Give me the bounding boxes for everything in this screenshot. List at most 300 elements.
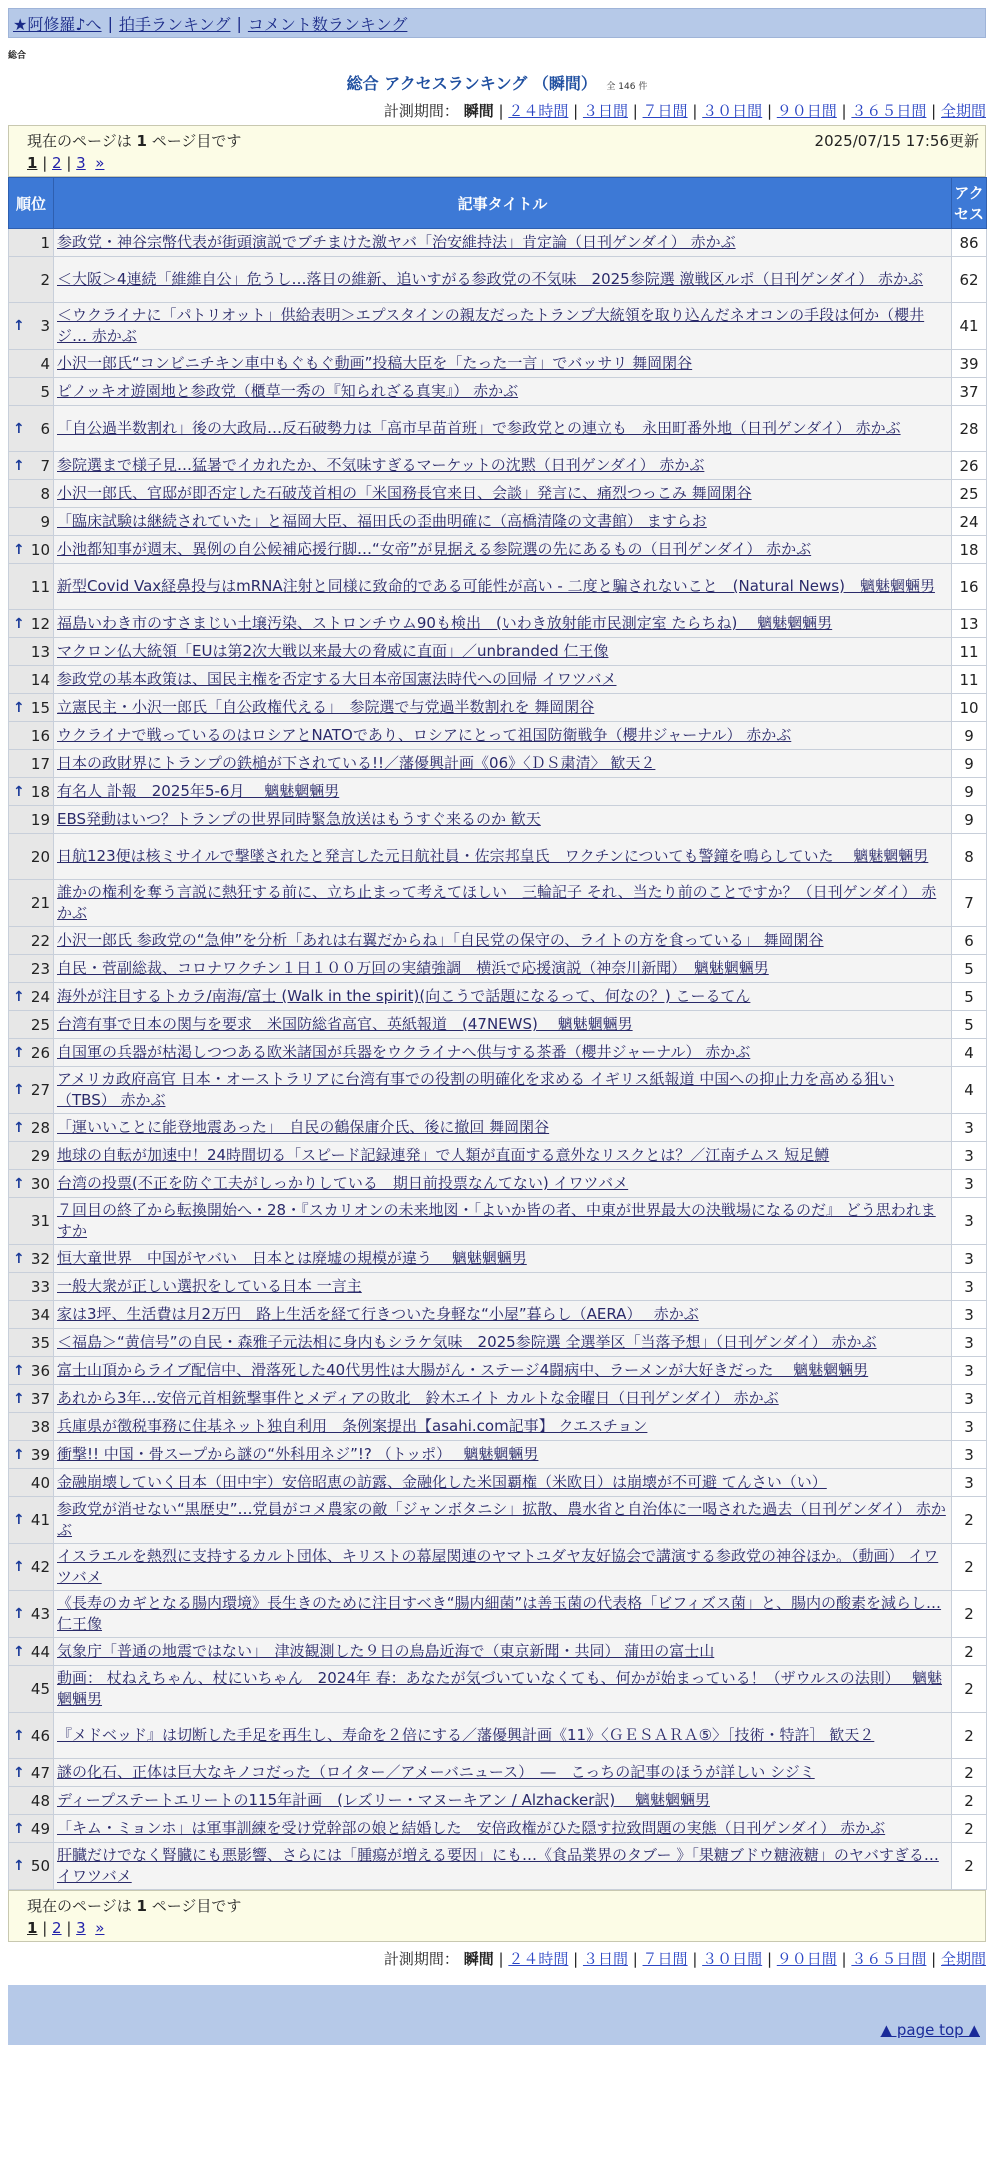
rank-cell bbox=[9, 1469, 54, 1497]
page-2-link[interactable]: 2 bbox=[52, 154, 62, 172]
access-count: 2 bbox=[952, 1713, 987, 1759]
access-count: 3 bbox=[952, 1357, 987, 1385]
title-cell bbox=[54, 1170, 952, 1198]
table-row bbox=[9, 1413, 987, 1441]
table-row bbox=[9, 1441, 987, 1469]
rank-number: 11 bbox=[30, 577, 50, 596]
article-title-link[interactable]: 金融崩壊していく日本（田中宇）安倍昭恵の訪露、金融化した米国覇権（米欧日）は崩壊が不可避 てんさい（い） bbox=[57, 1473, 827, 1491]
table-row bbox=[9, 1142, 987, 1170]
article-title-link[interactable]: 海外が注目するトカラ/南海/富士 (Walk in the spirit)(向こうで話題になるって、何なの？) こーるてん bbox=[57, 987, 751, 1005]
article-title-link[interactable]: ディープステートエリートの115年計画 (レズリー・マヌーキアン / Alzhacker訳) 魑魅魍魎男 bbox=[57, 1791, 710, 1809]
article-title-link[interactable]: 肝臓だけでなく腎臓にも悪影響、さらには「腫瘍が増える要因」にも…《食品業界のタブー 》「果糖ブドウ糖液糖」のヤバすぎる… イワツバメ bbox=[57, 1846, 939, 1885]
table-row bbox=[9, 1815, 987, 1843]
access-count: 5 bbox=[952, 955, 987, 983]
access-count: 3 bbox=[952, 1329, 987, 1357]
title-cell bbox=[54, 1301, 952, 1329]
article-title-link[interactable]: 「自公過半数割れ」後の大政局…反石破勢力は「高市早苗首班」で参政党との連立も 永田町番外地（日刊ゲンダイ） 赤かぶ bbox=[57, 419, 901, 437]
rank-number: 14 bbox=[30, 670, 50, 689]
access-count: 9 bbox=[952, 750, 987, 778]
article-title-link[interactable]: 地球の自転が加速中！24時間切る「スピード記録連発」で人類が直面する意外なリスクとは？／江南チムス 短足鱒 bbox=[57, 1146, 830, 1164]
table-row bbox=[9, 350, 987, 378]
table-row bbox=[9, 1114, 987, 1142]
article-title-link[interactable]: 福島いわき市のすさまじい土壌汚染、ストロンチウム90も検出 (いわき放射能市民測定室 たらちね) 魑魅魍魎男 bbox=[57, 614, 833, 632]
title-cell bbox=[54, 750, 952, 778]
rank-cell bbox=[9, 1497, 54, 1544]
ranking-table bbox=[8, 177, 987, 1890]
article-title-link[interactable]: 謎の化石、正体は巨大なキノコだった（ロイター／アメーバニュース） ― こっちの記事のほうが詳しい シジミ bbox=[57, 1763, 815, 1781]
page-info: 現在のページは 1 ページ目です bbox=[27, 132, 242, 150]
table-row bbox=[9, 452, 987, 480]
article-title-link[interactable]: 一般大衆が正しい選択をしている日本 一言主 bbox=[57, 1277, 362, 1295]
title-cell bbox=[54, 983, 952, 1011]
title-cell bbox=[54, 229, 952, 257]
rank-cell bbox=[9, 1385, 54, 1413]
page-2-link[interactable]: 2 bbox=[52, 1919, 62, 1937]
table-row bbox=[9, 1385, 987, 1413]
title-cell bbox=[54, 1385, 952, 1413]
article-title-link[interactable]: 自民・菅副総裁、コロナワクチン１日１００万回の実績強調 横浜で応援演説（神奈川新聞） 魑魅魍魎男 bbox=[57, 959, 769, 977]
title-cell bbox=[54, 610, 952, 638]
rank-cell bbox=[9, 508, 54, 536]
rank-up-arrow-icon: ↑ bbox=[13, 1727, 25, 1744]
rank-number: 4 bbox=[40, 354, 50, 373]
rank-number: 45 bbox=[30, 1680, 50, 1698]
article-title-link[interactable]: 立憲民主・小沢一郎氏「自公政権代える」 参院選で与党過半数割れを 舞岡閑谷 bbox=[57, 698, 595, 716]
article-title-link[interactable]: 参院選まで様子見…猛暑でイカれたか、不気味すぎるマーケットの沈黙（日刊ゲンダイ） 赤かぶ bbox=[57, 456, 705, 474]
article-title-link[interactable]: ＜大阪＞4連続「維維自公」危うし…落日の維新、追いすがる参政党の不気味 2025参院選 激戦区ルポ（日刊ゲンダイ） 赤かぶ bbox=[57, 270, 924, 288]
article-title-link[interactable]: 『メドベッド』は切断した手足を再生し、寿命を２倍にする／藩優興計画《11》〈ＧＥＳＡＲＡ⑤〉［技術・特許］ 歓天２ bbox=[57, 1726, 875, 1744]
pagetop-bar bbox=[8, 2015, 986, 2045]
title-cell bbox=[54, 927, 952, 955]
table-row bbox=[9, 610, 987, 638]
rank-cell bbox=[9, 1441, 54, 1469]
access-count: 2 bbox=[952, 1843, 987, 1890]
title-cell bbox=[54, 1497, 952, 1544]
article-title-link[interactable]: 台湾の投票(不正を防ぐ工夫がしっかりしている 期日前投票なんてない) イワツバメ bbox=[57, 1174, 629, 1192]
table-row bbox=[9, 508, 987, 536]
article-title-link[interactable]: 新型Covid Vax経鼻投与はmRNA注射と同様に致命的である可能性が高い - 二度と騙されないこと (Natural News) 魑魅魍魎男 bbox=[57, 577, 935, 595]
period-90d-link[interactable]: ９０日間 bbox=[776, 102, 837, 120]
access-count: 10 bbox=[952, 694, 987, 722]
period-current: 瞬間 bbox=[463, 102, 494, 120]
access-count: 39 bbox=[952, 350, 987, 378]
rank-cell bbox=[9, 806, 54, 834]
rank-header: 順位 bbox=[9, 178, 54, 229]
article-title-link[interactable]: 小沢一郎氏“コンビニチキン車中もぐもぐ動画”投稿大臣を「たった一言」でバッサリ 舞岡閑谷 bbox=[57, 354, 693, 372]
table-row bbox=[9, 1666, 987, 1713]
home-link[interactable]: ★阿修羅♪へ bbox=[13, 14, 102, 34]
rank-cell bbox=[9, 1591, 54, 1638]
article-title-link[interactable]: イスラエルを熱烈に支持するカルト団体、キリストの幕屋関連のヤマトユダヤ友好協会で講演する参政党の神谷ほか。（動画） イワツバメ bbox=[57, 1547, 939, 1586]
access-count: 3 bbox=[952, 1301, 987, 1329]
title-cell bbox=[54, 1039, 952, 1067]
table-row bbox=[9, 257, 987, 303]
rank-cell bbox=[9, 1815, 54, 1843]
table-row bbox=[9, 1011, 987, 1039]
article-title-link[interactable]: 参政党が消せない“黒歴史”…党員がコメ農家の敵「ジャンボタニシ」拡散、農水省と自治体に一喝された過去（日刊ゲンダイ） 赤かぶ bbox=[57, 1500, 946, 1539]
rank-up-arrow-icon: ↑ bbox=[13, 699, 25, 716]
rank-up-arrow-icon: ↑ bbox=[13, 1390, 25, 1407]
title-cell bbox=[54, 1245, 952, 1273]
article-title-link[interactable]: 日航123便は核ミサイルで撃墜されたと発言した元日航社員・佐宗邦皇氏 ワクチンについても警鐘を鳴らしていた 魑魅魍魎男 bbox=[57, 847, 929, 865]
rank-number: 21 bbox=[30, 894, 50, 912]
table-row bbox=[9, 666, 987, 694]
next-page-link[interactable]: » bbox=[95, 1919, 105, 1937]
table-row bbox=[9, 834, 987, 880]
article-title-link[interactable]: 小沢一郎氏 参政党の“急伸”を分析「あれは右翼だからね」「自民党の保守の、ライトの方を食っている」 舞岡閑谷 bbox=[57, 931, 824, 949]
period-label: 計測期間： bbox=[383, 102, 459, 120]
article-title-link[interactable]: 兵庫県が徴税事務に住基ネット独自利用 条例案提出【asahi.com記事】 クエスチョン bbox=[57, 1417, 648, 1435]
rank-number: 28 bbox=[30, 1118, 50, 1137]
updated-time: 2025/07/15 17:56更新 bbox=[814, 132, 979, 150]
page-links: 1 | 2 | 3 » bbox=[27, 154, 105, 172]
rank-up-arrow-icon: ↑ bbox=[13, 615, 25, 632]
access-count: 3 bbox=[952, 1142, 987, 1170]
rank-number: 19 bbox=[30, 810, 50, 829]
period-3d-link[interactable]: ３日間 bbox=[582, 1950, 628, 1968]
article-title-link[interactable]: あれから3年…安倍元首相銃撃事件とメディアの敗北 鈴木エイト カルトな金曜日（日刊ゲンダイ） 赤かぶ bbox=[57, 1389, 779, 1407]
access-count: 2 bbox=[952, 1497, 987, 1544]
title-cell bbox=[54, 378, 952, 406]
title-cell bbox=[54, 536, 952, 564]
access-count: 5 bbox=[952, 1011, 987, 1039]
article-title-link[interactable]: 有名人 訃報 2025年5-6月 魑魅魍魎男 bbox=[57, 782, 340, 800]
rank-cell bbox=[9, 452, 54, 480]
period-365d-link[interactable]: ３６５日間 bbox=[851, 102, 927, 120]
rank-up-arrow-icon: ↑ bbox=[13, 1559, 25, 1575]
access-count: 2 bbox=[952, 1666, 987, 1713]
rank-cell bbox=[9, 1638, 54, 1666]
title-cell bbox=[54, 1713, 952, 1759]
rank-up-arrow-icon: ↑ bbox=[13, 541, 25, 558]
rank-cell bbox=[9, 955, 54, 983]
table-row bbox=[9, 955, 987, 983]
title-cell bbox=[54, 350, 952, 378]
article-title-link[interactable]: 家は3坪、生活費は月2万円 路上生活を経て行きついた身軽な“小屋”暮らし（AERA） 赤かぶ bbox=[57, 1305, 699, 1323]
table-row bbox=[9, 1067, 987, 1114]
rank-number: 36 bbox=[30, 1361, 50, 1380]
rank-cell bbox=[9, 564, 54, 610]
access-count: 62 bbox=[952, 257, 987, 303]
title-cell bbox=[54, 508, 952, 536]
rank-number: 9 bbox=[40, 512, 50, 531]
rank-cell bbox=[9, 834, 54, 880]
period-selector: 計測期間： 瞬間 | ２４時間 | ３日間 | ７日間 | ３０日間 | ９０日間 | ３６５日間 | 全期間 bbox=[383, 102, 986, 120]
rank-number: 24 bbox=[30, 987, 50, 1006]
table-row bbox=[9, 536, 987, 564]
access-count: 28 bbox=[952, 406, 987, 452]
clap-ranking-link[interactable]: 拍手ランキング bbox=[118, 14, 231, 34]
rank-number: 44 bbox=[30, 1642, 50, 1661]
access-count: 16 bbox=[952, 564, 987, 610]
article-title-link[interactable]: 日本の政財界にトランプの鉄槌が下されている!!／藩優興計画《06》〈ＤＳ粛清〉 歓天２ bbox=[57, 754, 656, 772]
rank-cell bbox=[9, 1329, 54, 1357]
table-row bbox=[9, 722, 987, 750]
rank-number: 3 bbox=[40, 317, 50, 335]
comment-ranking-link[interactable]: コメント数ランキング bbox=[247, 14, 408, 34]
title-cell bbox=[54, 1273, 952, 1301]
article-title-link[interactable]: 気象庁「普通の地震ではない」 津波観測した９日の鳥島近海で（東京新聞・共同） 蒲田の富士山 bbox=[57, 1642, 715, 1660]
access-count: 18 bbox=[952, 536, 987, 564]
article-title-link[interactable]: マクロン仏大統領「EUは第2次大戦以来最大の脅威に直面」／unbranded 仁王像 bbox=[57, 642, 609, 660]
rank-number: 8 bbox=[40, 484, 50, 503]
table-row bbox=[9, 1591, 987, 1638]
page-3-link[interactable]: 3 bbox=[76, 1919, 86, 1937]
title-cell bbox=[54, 564, 952, 610]
table-row bbox=[9, 1357, 987, 1385]
article-title-link[interactable]: 「臨床試験は継続されていた」と福岡大臣、福田氏の歪曲明確に（高橋清隆の文書館） ますらお bbox=[57, 512, 707, 530]
article-title-link[interactable]: ＜福島＞“黄信号”の自民・森雅子元法相に身内もシラケ気味 2025参院選 全選挙区「当落予想」（日刊ゲンダイ） 赤かぶ bbox=[57, 1333, 877, 1351]
title-cell bbox=[54, 1815, 952, 1843]
title-cell bbox=[54, 303, 952, 350]
page-3-link[interactable]: 3 bbox=[76, 154, 86, 172]
rank-cell bbox=[9, 1039, 54, 1067]
rank-up-arrow-icon: ↑ bbox=[13, 318, 25, 334]
table-row bbox=[9, 1759, 987, 1787]
title-cell bbox=[54, 1759, 952, 1787]
article-title-link[interactable]: ＜ウクライナに「パトリオット」供給表明＞エプスタインの親友だったトランプ大統領を取り込んだネオコンの手段は何か（櫻井ジ… 赤かぶ bbox=[57, 306, 925, 345]
rank-up-arrow-icon: ↑ bbox=[13, 1362, 25, 1379]
table-row bbox=[9, 778, 987, 806]
table-row bbox=[9, 1198, 987, 1245]
access-count: 3 bbox=[952, 1441, 987, 1469]
rank-number: 40 bbox=[30, 1473, 50, 1492]
rank-number: 32 bbox=[30, 1249, 50, 1268]
table-row bbox=[9, 406, 987, 452]
rank-number: 46 bbox=[30, 1726, 50, 1745]
access-count: 3 bbox=[952, 1385, 987, 1413]
access-header: アクセス bbox=[952, 178, 987, 229]
title-cell bbox=[54, 1666, 952, 1713]
rank-cell bbox=[9, 350, 54, 378]
rank-number: 48 bbox=[30, 1791, 50, 1810]
access-count: 3 bbox=[952, 1198, 987, 1245]
rank-up-arrow-icon: ↑ bbox=[13, 457, 25, 474]
rank-number: 5 bbox=[40, 382, 50, 401]
page-1-current: 1 bbox=[27, 154, 38, 172]
title-cell bbox=[54, 834, 952, 880]
next-page-link[interactable]: » bbox=[95, 154, 105, 172]
access-count: 5 bbox=[952, 983, 987, 1011]
rank-number: 50 bbox=[30, 1857, 50, 1875]
title-cell bbox=[54, 257, 952, 303]
rank-cell bbox=[9, 750, 54, 778]
rank-number: 20 bbox=[30, 847, 50, 866]
rank-number: 38 bbox=[30, 1417, 50, 1436]
page-top-link[interactable]: ▲ page top ▲ bbox=[880, 2021, 980, 2039]
table-row bbox=[9, 303, 987, 350]
page-links: 1 | 2 | 3 » bbox=[27, 1919, 105, 1937]
access-count: 25 bbox=[952, 480, 987, 508]
title-cell bbox=[54, 1591, 952, 1638]
period-7d-link[interactable]: ７日間 bbox=[642, 102, 688, 120]
rank-up-arrow-icon: ↑ bbox=[13, 1044, 25, 1061]
period-30d-link[interactable]: ３０日間 bbox=[702, 102, 763, 120]
article-title-link[interactable]: EBS発動はいつ？トランプの世界同時緊急放送はもうすぐ来るのか 歓天 bbox=[57, 810, 541, 828]
table-row bbox=[9, 229, 987, 257]
access-count: 2 bbox=[952, 1544, 987, 1591]
rank-cell bbox=[9, 1170, 54, 1198]
rank-number: 34 bbox=[30, 1305, 50, 1324]
rank-cell bbox=[9, 1301, 54, 1329]
article-title-link[interactable]: アメリカ政府高官 日本・オーストラリアに台湾有事での役割の明確化を求める イギリス紙報道 中国への抑止力を高める狙い（TBS） 赤かぶ bbox=[57, 1070, 895, 1109]
category-label: 総合 bbox=[8, 51, 27, 61]
article-title-link[interactable]: 恒大童世界 中国がヤバい 日本とは廃墟の規模が違う 魑魅魍魎男 bbox=[57, 1249, 527, 1267]
table-row bbox=[9, 1039, 987, 1067]
pager-top bbox=[8, 125, 986, 177]
table-row bbox=[9, 564, 987, 610]
title-cell bbox=[54, 666, 952, 694]
page-title-row bbox=[0, 71, 994, 94]
access-count: 11 bbox=[952, 666, 987, 694]
article-title-link[interactable]: 参政党の基本政策は、国民主権を否定する大日本帝国憲法時代への回帰 イワツバメ bbox=[57, 670, 617, 688]
rank-number: 6 bbox=[40, 419, 50, 438]
table-row bbox=[9, 1497, 987, 1544]
table-row bbox=[9, 983, 987, 1011]
access-count: 41 bbox=[952, 303, 987, 350]
article-title-link[interactable]: 動画： 杖ねえちゃん、杖にいちゃん 2024年 春：あなたが気づいていなくても、何かが始まっている！（ザウルスの法則） 魑魅魍魎男 bbox=[57, 1669, 942, 1708]
title-cell bbox=[54, 1843, 952, 1890]
access-count: 8 bbox=[952, 834, 987, 880]
rank-number: 42 bbox=[30, 1558, 50, 1576]
access-count: 3 bbox=[952, 1245, 987, 1273]
rank-number: 2 bbox=[40, 270, 50, 289]
article-title-link[interactable]: 誰かの権利を奪う言説に熱狂する前に、立ち止まって考えてほしい 三輪記子 それ、当たり前のことですか？（日刊ゲンダイ） 赤かぶ bbox=[57, 883, 937, 922]
rank-number: 39 bbox=[30, 1445, 50, 1464]
article-title-link[interactable]: 台湾有事で日本の関与を要求 米国防総省高官、英紙報道 (47NEWS) 魑魅魍魎男 bbox=[57, 1015, 633, 1033]
access-count: 9 bbox=[952, 722, 987, 750]
access-count: 9 bbox=[952, 806, 987, 834]
access-count: 3 bbox=[952, 1170, 987, 1198]
rank-cell bbox=[9, 983, 54, 1011]
table-row bbox=[9, 1245, 987, 1273]
period-365d-link[interactable]: ３６５日間 bbox=[851, 1950, 927, 1968]
rank-cell bbox=[9, 778, 54, 806]
rank-up-arrow-icon: ↑ bbox=[13, 1250, 25, 1267]
access-count: 2 bbox=[952, 1591, 987, 1638]
table-row bbox=[9, 1170, 987, 1198]
rank-up-arrow-icon: ↑ bbox=[13, 1643, 25, 1660]
access-count: 2 bbox=[952, 1787, 987, 1815]
period-7d-link[interactable]: ７日間 bbox=[642, 1950, 688, 1968]
title-cell bbox=[54, 880, 952, 927]
article-title-link[interactable]: 《長寿のカギとなる腸内環境》長生きのために注目すべき“腸内細菌”は善玉菌の代表格「ビフィズス菌」と、腸内の酸素を減らし… 仁王像 bbox=[57, 1594, 942, 1633]
table-row bbox=[9, 1713, 987, 1759]
article-title-link[interactable]: ピノッキオ遊園地と参政党（櫃草一秀の『知られざる真実』） 赤かぶ bbox=[57, 382, 519, 400]
title-cell bbox=[54, 1142, 952, 1170]
rank-cell bbox=[9, 610, 54, 638]
period-24h-link[interactable]: ２４時間 bbox=[508, 102, 569, 120]
article-title-link[interactable]: 小沢一郎氏、官邸が即否定した石破茂首相の「米国務長官来日、会談」発言に、痛烈つっこみ 舞岡閑谷 bbox=[57, 484, 752, 502]
title-cell bbox=[54, 480, 952, 508]
footer-bar bbox=[8, 1985, 986, 2015]
rank-cell bbox=[9, 1011, 54, 1039]
article-title-link[interactable]: ウクライナで戦っているのはロシアとNATOであり、ロシアにとって祖国防衛戦争（櫻井ジャーナル） 赤かぶ bbox=[57, 726, 792, 744]
period-90d-link[interactable]: ９０日間 bbox=[776, 1950, 837, 1968]
title-cell bbox=[54, 722, 952, 750]
article-title-link[interactable]: 参政党・神谷宗幣代表が街頭演説でブチまけた激ヤバ「治安維持法」肯定論（日刊ゲンダイ） 赤かぶ bbox=[57, 233, 736, 251]
rank-number: 41 bbox=[30, 1511, 50, 1529]
title-header: 記事タイトル bbox=[54, 178, 952, 229]
title-cell bbox=[54, 1441, 952, 1469]
rank-up-arrow-icon: ↑ bbox=[13, 988, 25, 1005]
access-count: 6 bbox=[952, 927, 987, 955]
rank-cell bbox=[9, 694, 54, 722]
rank-up-arrow-icon: ↑ bbox=[13, 1606, 25, 1622]
access-count: 26 bbox=[952, 452, 987, 480]
rank-cell bbox=[9, 1273, 54, 1301]
period-30d-link[interactable]: ３０日間 bbox=[702, 1950, 763, 1968]
access-count: 37 bbox=[952, 378, 987, 406]
title-cell bbox=[54, 1413, 952, 1441]
total-count: 全 146 件 bbox=[606, 82, 648, 92]
table-row bbox=[9, 1544, 987, 1591]
article-title-link[interactable]: 「キム・ミョンホ」は軍事訓練を受け党幹部の娘と結婚した 安倍政権がひた隠す拉致問題の実態（日刊ゲンダイ） 赤かぶ bbox=[57, 1819, 886, 1837]
period-selector-bottom: 計測期間： 瞬間 | ２４時間 | ３日間 | ７日間 | ３０日間 | ９０日間 | ３６５日間 | 全期間 bbox=[383, 1950, 986, 1968]
top-nav-bar bbox=[8, 8, 986, 38]
title-cell bbox=[54, 1198, 952, 1245]
title-cell bbox=[54, 452, 952, 480]
rank-up-arrow-icon: ↑ bbox=[13, 1764, 25, 1781]
article-title-link[interactable]: 「運いいことに能登地震あった」 自民の鶴保庸介氏、後に撤回 舞岡閑谷 bbox=[57, 1118, 550, 1136]
article-title-link[interactable]: 衝撃!! 中国・骨スープから謎の“外科用ネジ”!? （トッポ） 魑魅魍魎男 bbox=[57, 1445, 539, 1463]
rank-number: 12 bbox=[30, 614, 50, 633]
rank-number: 26 bbox=[30, 1043, 50, 1062]
title-cell bbox=[54, 1329, 952, 1357]
article-title-link[interactable]: 富士山頂からライブ配信中、滑落死した40代男性は大腸がん・ステージ4闘病中、ラーメンが大好きだった 魑魅魍魎男 bbox=[57, 1361, 869, 1379]
access-count: 7 bbox=[952, 880, 987, 927]
rank-number: 18 bbox=[30, 782, 50, 801]
period-all-link[interactable]: 全期間 bbox=[940, 102, 986, 120]
rank-up-arrow-icon: ↑ bbox=[13, 1082, 25, 1098]
table-row bbox=[9, 927, 987, 955]
table-row bbox=[9, 480, 987, 508]
rank-number: 43 bbox=[30, 1605, 50, 1623]
period-all-link[interactable]: 全期間 bbox=[940, 1950, 986, 1968]
table-row bbox=[9, 880, 987, 927]
rank-cell bbox=[9, 1357, 54, 1385]
title-cell bbox=[54, 1011, 952, 1039]
article-title-link[interactable]: 自国軍の兵器が枯渇しつつある欧米諸国が兵器をウクライナへ供与する茶番（櫻井ジャーナル） 赤かぶ bbox=[57, 1043, 751, 1061]
pager-bottom bbox=[8, 1890, 986, 1942]
access-count: 4 bbox=[952, 1067, 987, 1114]
rank-number: 23 bbox=[30, 959, 50, 978]
rank-cell bbox=[9, 378, 54, 406]
title-cell bbox=[54, 406, 952, 452]
period-3d-link[interactable]: ３日間 bbox=[582, 102, 628, 120]
rank-number: 13 bbox=[30, 642, 50, 661]
access-count: 2 bbox=[952, 1759, 987, 1787]
period-24h-link[interactable]: ２４時間 bbox=[508, 1950, 569, 1968]
rank-cell bbox=[9, 1142, 54, 1170]
title-cell bbox=[54, 1638, 952, 1666]
page-title: 総合 アクセスランキング （瞬間） bbox=[346, 74, 597, 93]
title-cell bbox=[54, 778, 952, 806]
article-title-link[interactable]: 小池都知事が週末、異例の自公候補応援行脚…“女帝”が見据える参院選の先にあるもの（日刊ゲンダイ） 赤かぶ bbox=[57, 540, 812, 558]
rank-up-arrow-icon: ↑ bbox=[13, 783, 25, 800]
rank-cell bbox=[9, 229, 54, 257]
rank-cell bbox=[9, 480, 54, 508]
page-1-current: 1 bbox=[27, 1919, 38, 1937]
rank-up-arrow-icon: ↑ bbox=[13, 1820, 25, 1837]
access-count: 9 bbox=[952, 778, 987, 806]
title-cell bbox=[54, 1357, 952, 1385]
rank-number: 25 bbox=[30, 1015, 50, 1034]
rank-cell bbox=[9, 303, 54, 350]
article-title-link[interactable]: ７回目の終了から転換開始へ・28・『スカリオンの未来地図・「よいか皆の者、中東が世界最大の決戦場になるのだ』 どう思われますか bbox=[57, 1201, 936, 1240]
title-cell bbox=[54, 1469, 952, 1497]
rank-number: 7 bbox=[40, 456, 50, 475]
